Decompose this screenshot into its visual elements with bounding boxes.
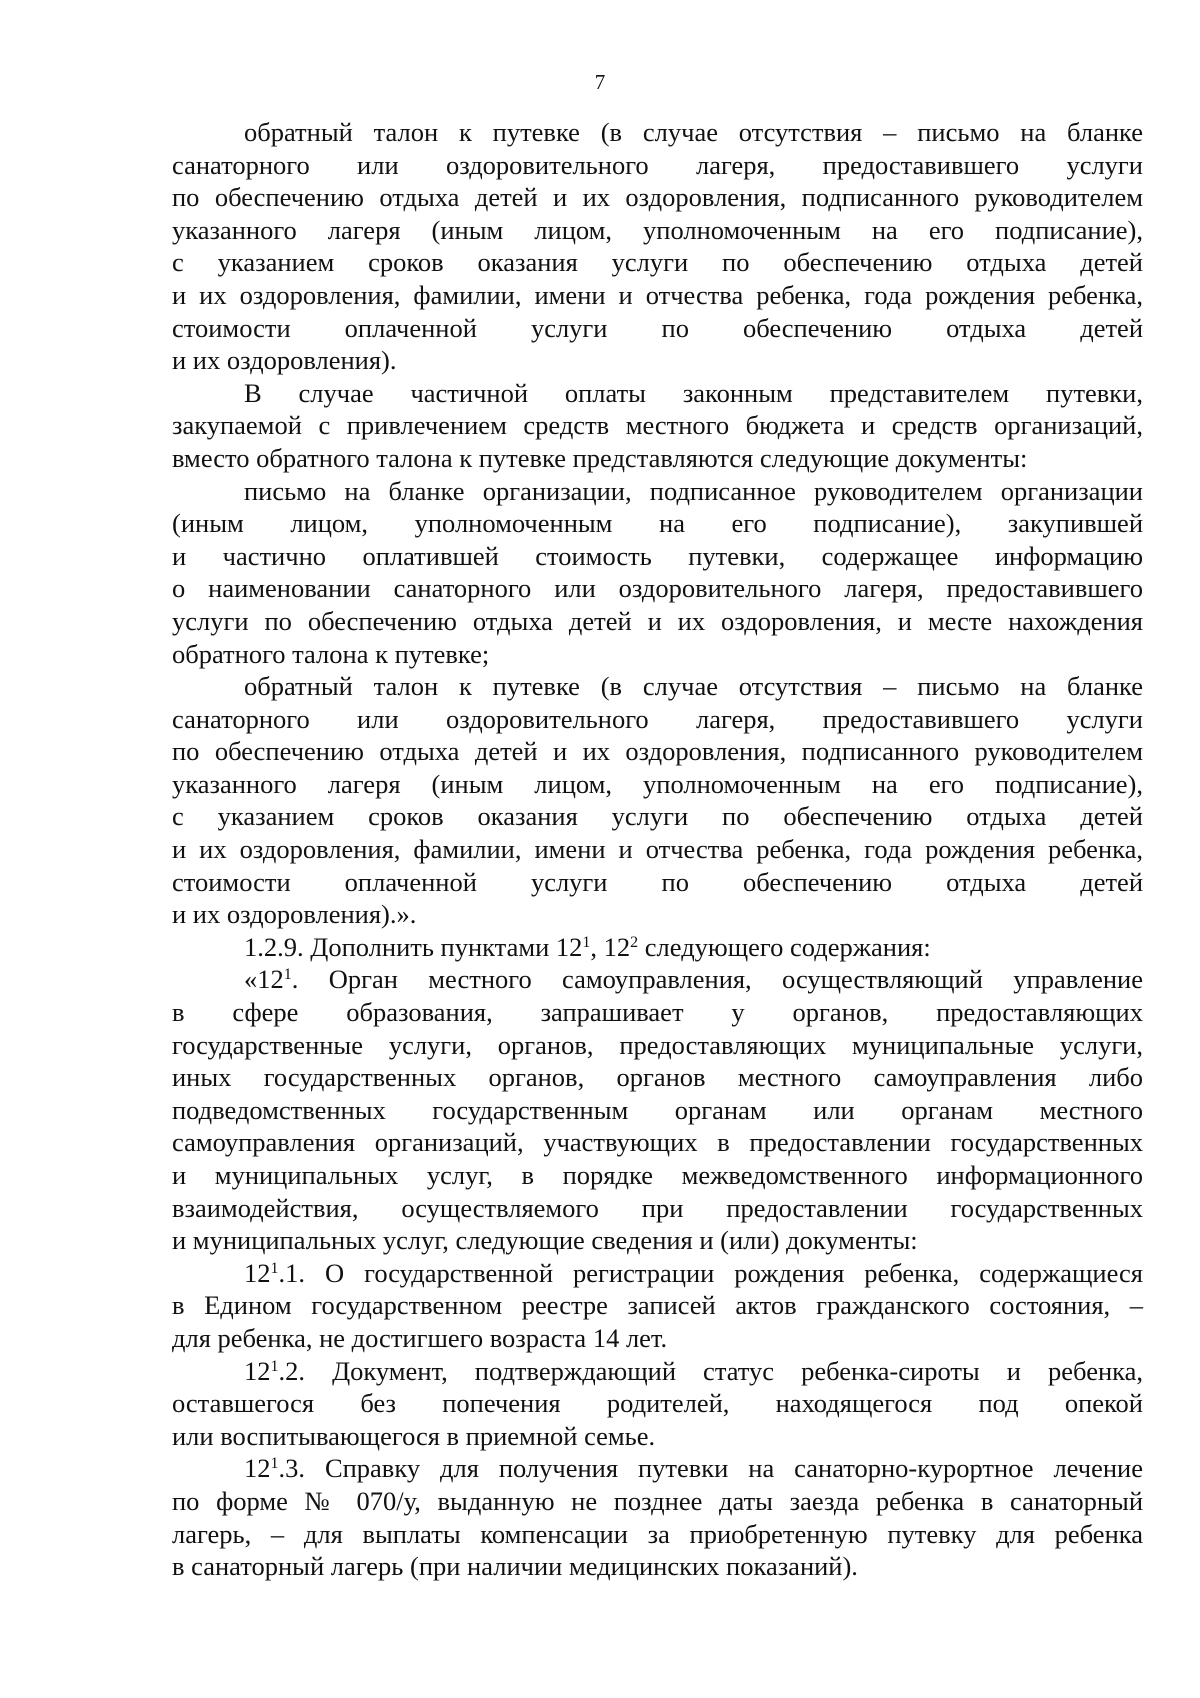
superscript: 1 [582,934,591,952]
document-body [172,116,1143,1583]
text-line: оставшегося без попечения родителей, находящегося под опекой [172,1388,1143,1419]
text-run: .1. О государственной регистрации рождения ребенка, содержащиеся [278,1257,1143,1288]
text-line: или воспитывающегося в приемной семье. [172,1420,656,1451]
superscript: 1 [270,1259,279,1277]
text-line: В случае частичной оплаты законным представителем путевки, [244,377,1143,408]
text-line [172,1257,1143,1290]
text-line: санаторного или оздоровительного лагеря, предоставившего услуги [172,703,1143,734]
text-line: и частично оплатившей стоимость путевки, содержащее информацию [172,540,1143,571]
text-line: услуги по обеспечению отдыха детей и их оздоровления, и месте нахождения [172,605,1143,636]
text-line: в сфере образования, запрашивает у органов, предоставляющих [172,997,1143,1028]
text-line: с указанием сроков оказания услуги по обеспечению отдыха детей [172,801,1143,832]
text-line: и их оздоровления, фамилии, имени и отчества ребенка, года рождения ребенка, [172,279,1143,310]
page-number: 7 [594,70,606,94]
superscript: 2 [630,934,639,952]
text-run: , 12 [590,931,631,962]
text-line: и их оздоровления).». [172,899,417,930]
text-line: письмо на бланке организации, подписанное руководителем организации [244,475,1143,506]
text-run: «12 [244,964,284,995]
superscript: 1 [270,1455,279,1473]
text-line: обратный талон к путевке (в случае отсутствия – письмо на бланке [244,671,1143,702]
text-line: с указанием сроков оказания услуги по обеспечению отдыха детей [172,247,1143,278]
text-line: по обеспечению отдыха детей и их оздоровления, подписанного руководителем [172,182,1143,213]
text-run: 12 [244,1453,271,1484]
superscript: 1 [270,1357,279,1375]
text-line: стоимости оплаченной услуги по обеспечению отдыха детей [172,312,1143,343]
superscript: 1 [283,966,292,984]
text-line: подведомственных государственным органам или органам местного [172,1094,1143,1125]
text-run: 12 [244,1355,271,1386]
text-line: указанного лагеря (иным лицом, уполномоченным на его подписание), [172,768,1143,799]
text-line: и их оздоровления, фамилии, имени и отчества ребенка, года рождения ребенка, [172,834,1143,865]
text-line: и муниципальных услуг, следующие сведения и (или) документы: [172,1225,918,1256]
text-line: для ребенка, не достигшего возраста 14 лет. [172,1322,668,1353]
text-line [172,931,1143,964]
text-line: (иным лицом, уполномоченным на его подписание), закупившей [172,508,1143,539]
text-line: санаторного или оздоровительного лагеря, предоставившего услуги [172,149,1143,180]
text-line: взаимодействия, осуществляемого при предоставлении государственных [172,1192,1143,1223]
text-line: лагерь, – для выплаты компенсации за приобретенную путевку для ребенка [172,1518,1143,1549]
text-line: обратный талон к путевке (в случае отсутствия – письмо на бланке [244,117,1143,147]
text-run: 12 [244,1257,271,1288]
text-line: и муниципальных услуг, в порядке межведомственного информационного [172,1160,1143,1190]
text-line: обратного талона к путевке; [172,638,490,669]
text-line: указанного лагеря (иным лицом, уполномоченным на его подписание), [172,214,1143,245]
text-line [172,963,1143,996]
text-run: .3. Справку для получения путевки на санаторно-курортное лечение [278,1453,1143,1484]
text-line: стоимости оплаченной услуги по обеспечению отдыха детей [172,866,1143,897]
text-line: государственные услуги, органов, предоставляющих муниципальные услуги, [172,1029,1143,1060]
text-line [172,1452,1143,1485]
text-line: о наименовании санаторного или оздоровительного лагеря, предоставившего [172,573,1143,604]
text-run: следующего содержания: [638,931,931,962]
text-line: вместо обратного талона к путевке представляются следующие документы: [172,442,1028,473]
text-run: .2. Документ, подтверждающий статус ребенка-сироты и ребенка, [278,1355,1143,1386]
text-run: . Орган местного самоуправления, осуществляющий управление [291,964,1143,995]
text-run: 1.2.9. Дополнить пунктами 12 [244,931,583,962]
text-line: в санаторный лагерь (при наличии медицинских показаний). [172,1551,858,1582]
text-line: и их оздоровления). [172,345,397,376]
text-line: самоуправления организаций, участвующих в предоставлении государственных [172,1127,1143,1158]
text-line: по обеспечению отдыха детей и их оздоровления, подписанного руководителем [172,736,1143,767]
text-line: по форме № 070/у, выданную не позднее даты заезда ребенка в санаторный [172,1485,1143,1516]
text-line: в Едином государственном реестре записей актов гражданского состояния, – [172,1290,1143,1321]
text-line: закупаемой с привлечением средств местного бюджета и средств организаций, [172,410,1143,441]
text-line: иных государственных органов, органов местного самоуправления либо [172,1062,1143,1093]
text-line [172,1355,1143,1388]
